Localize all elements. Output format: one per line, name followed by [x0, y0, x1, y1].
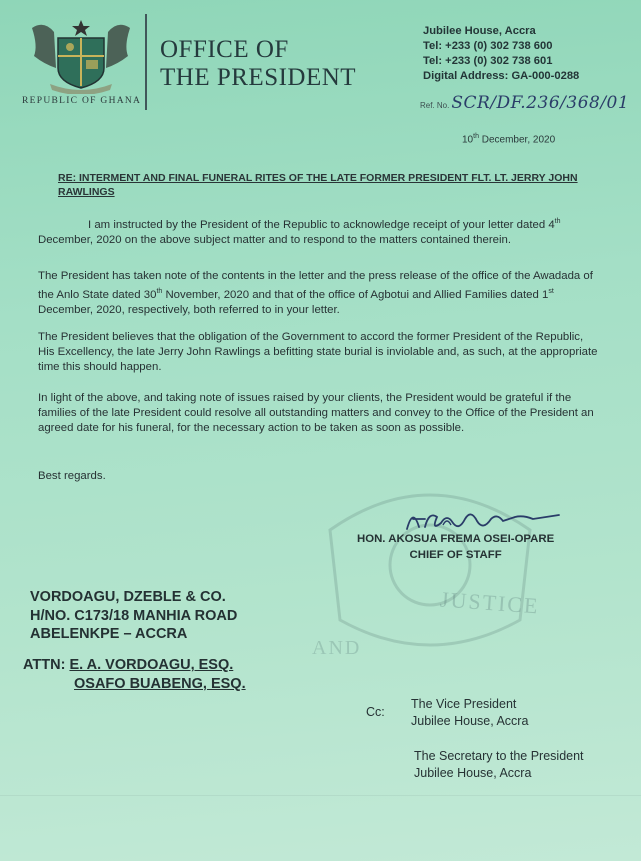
- cc-entry-1-line-1: The Vice President: [411, 697, 517, 711]
- cc-label: Cc:: [366, 705, 385, 719]
- cc-entry-1-line-2: Jubilee House, Accra: [411, 714, 529, 728]
- p2-sup-2: st: [548, 288, 554, 295]
- contact-phone-1: Tel: +233 (0) 302 738 600: [423, 40, 553, 52]
- coat-of-arms-icon: [26, 18, 136, 94]
- cc-entry-2-line-1: The Secretary to the President: [414, 749, 584, 763]
- date-rest: December, 2020: [478, 134, 556, 146]
- contact-block: [423, 24, 579, 84]
- reference-number: [420, 93, 629, 113]
- attn-name-1: E. A. VORDOAGU, ESQ.: [69, 657, 234, 673]
- p1-text-a: I am instructed by the President of the Republic to acknowledge receipt of your letter dated 4: [88, 218, 555, 231]
- attn-name-2: OSAFO BUABENG, ESQ.: [74, 675, 246, 692]
- republic-label: REPUBLIC OF GHANA: [22, 96, 142, 106]
- paragraph-2: [38, 269, 598, 318]
- p2-sup-1: th: [156, 288, 163, 295]
- contact-digital-address: Digital Address: GA-000-0288: [423, 70, 580, 82]
- ref-handwritten: SCR/DF.236/368/01: [451, 93, 630, 113]
- attention-block: [23, 656, 246, 693]
- addressee-line-1: VORDOAGU, DZEBLE & CO.: [30, 589, 226, 605]
- date-day: 10: [462, 134, 474, 146]
- letterhead-divider: [145, 14, 147, 110]
- letter-subject: RE: INTERMENT AND FINAL FUNERAL RITES OF THE LATE FORMER PRESIDENT FLT. LT. JERRY JOHN RAWLINGS: [58, 172, 578, 198]
- office-title-line1: OFFICE OF: [160, 36, 289, 63]
- paragraph-3: The President believes that the obligation of the Government to accord the former President of the Republic, His Excellency, the late Jerry John Rawlings a befitting state burial is inviolable and, as such, at the appropriate time this should happen.: [38, 331, 598, 373]
- closing-line: Best regards.: [38, 470, 106, 482]
- p1-text-b: December, 2020 on the above subject matter and to respond to the matters contained therein.: [38, 233, 512, 246]
- cc-entry-2-line-2: Jubilee House, Accra: [414, 766, 532, 780]
- p2-text-a: The President has taken note of the contents in the letter and the press release of the office of the Awadada of the Anlo State dated 30: [38, 270, 593, 301]
- cc-entry-1: [411, 696, 528, 730]
- letter-date: [462, 133, 555, 145]
- signatory-block: [357, 531, 554, 563]
- addressee-line-3: ABELENKPE – ACCRA: [30, 626, 188, 642]
- p1-sup: th: [554, 218, 561, 225]
- signatory-name: HON. AKOSUA FREMA OSEI-OPARE: [357, 533, 555, 545]
- addressee-line-2: H/NO. C173/18 MANHIA ROAD: [30, 607, 238, 624]
- paper-fold-line: [0, 795, 641, 796]
- paragraph-4: In light of the above, and taking note of issues raised by your clients, the President would be grateful if the families of the late President could resolve all outstanding matters and convey to the Office of the President an agreed date for his funeral, for the necessary action to be taken as soon as possible.: [38, 392, 594, 434]
- addressee-block: [30, 588, 237, 644]
- watermark-text-and: AND: [312, 637, 362, 659]
- attn-label: ATTN:: [23, 657, 70, 673]
- paragraph-1: [38, 214, 598, 248]
- p2-text-c: December, 2020, respectively, both referred to in your letter.: [38, 303, 340, 316]
- ref-prefix: Ref. No.: [420, 101, 450, 110]
- watermark-text-justice: JUSTICE: [439, 586, 541, 619]
- cc-entry-2: [414, 748, 584, 782]
- p2-text-b: November, 2020 and that of the office of Agbotui and Allied Families dated 1: [162, 288, 549, 301]
- contact-phone-2: Tel: +233 (0) 302 738 601: [423, 55, 553, 67]
- date-suffix: th: [473, 133, 479, 140]
- signatory-title: CHIEF OF STAFF: [409, 549, 502, 561]
- contact-address: Jubilee House, Accra: [423, 25, 536, 37]
- office-title-line2: THE PRESIDENT: [160, 64, 357, 91]
- office-title: [160, 36, 356, 92]
